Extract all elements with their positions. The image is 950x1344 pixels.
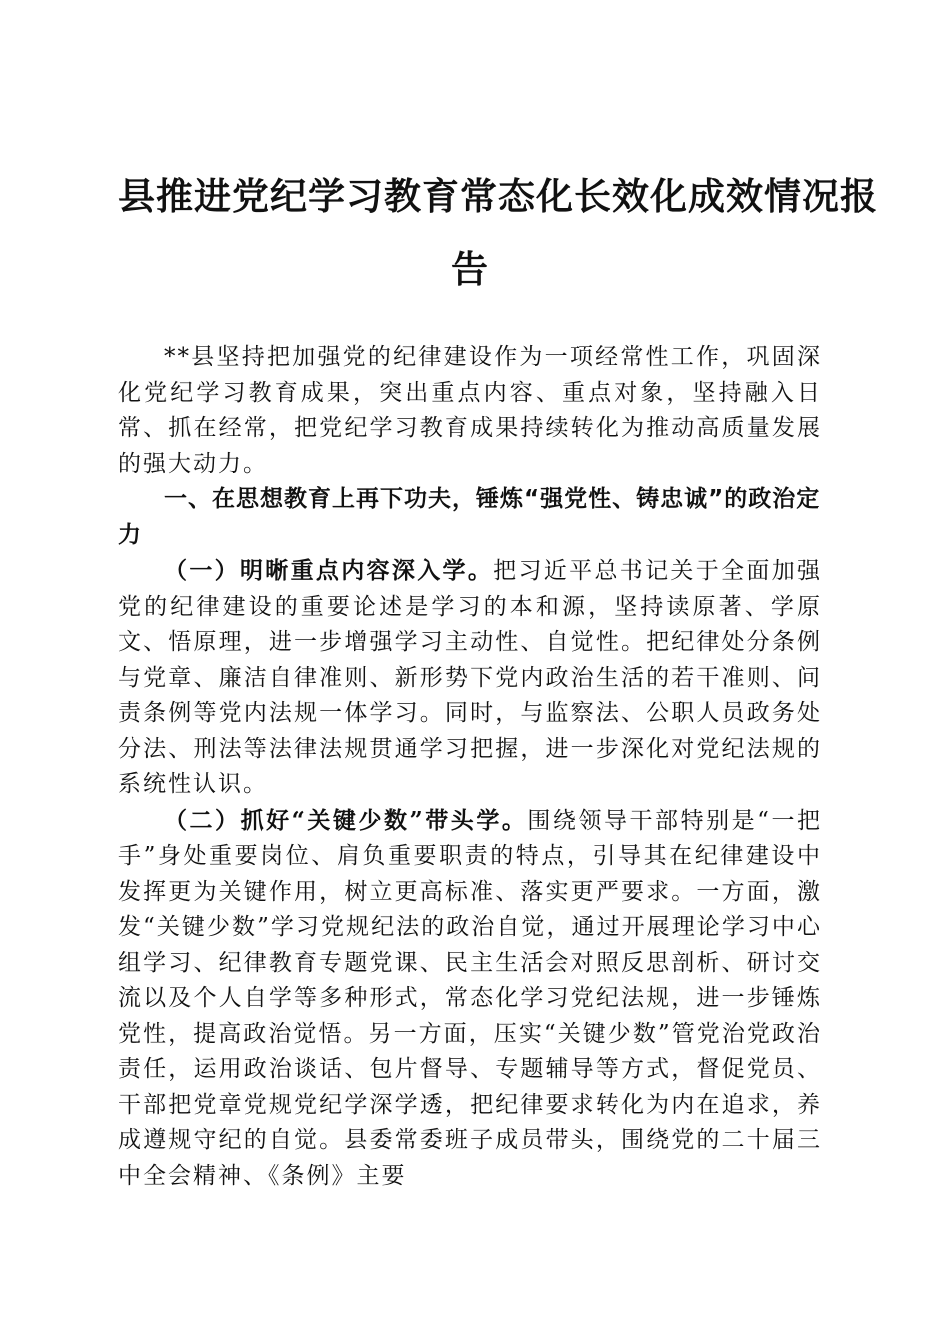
title-line-2: 告 xyxy=(451,247,489,291)
item-2-paragraph xyxy=(118,803,822,1195)
document-page xyxy=(118,160,878,1194)
intro-paragraph: **县坚持把加强党的纪律建设作为一项经常性工作，巩固深化党纪学习教育成果，突出重点内容、重点对象，坚持融入日常、抓在经常，把党纪学习教育成果持续转化为推动高质量发展的强大动力。 xyxy=(118,344,822,477)
item-1-paragraph xyxy=(118,553,822,803)
item-2-body: 围绕领导干部特别是“一把手”身处重要岗位、肩负重要职责的特点，引导其在纪律建设中发挥更为关键作用，树立更高标准、落实更严要求。一方面，激发“关键少数”学习党规纪法的政治自觉，通过开展理论学习中心组学习、纪律教育专题党课、民主生活会对照反思剖析、研讨交流以及个人自学等多种形式，常态化学习党纪法规，进一步锤炼党性，提高政治觉悟。另一方面，压实“关键少数”管党治党政治责任，运用政治谈话、包片督导、专题辅导等方式，督促党员、干部把党章党规党纪学深学透，把纪律要求转化为内在追求，养成遵规守纪的自觉。县委常委班子成员带头，围绕党的二十届三中全会精神、《条例》主要 xyxy=(118,807,822,1189)
item-1-body: 把习近平总书记关于全面加强党的纪律建设的重要论述是学习的本和源，坚持读原著、学原文、悟原理，进一步增强学习主动性、自觉性。把纪律处分条例与党章、廉洁自律准则、新形势下党内政治生活的若干准则、问责条例等党内法规一体学习。同时，与监察法、公职人员政务处分法、刑法等法律法规贯通学习把握，进一步深化对党纪法规的系统性认识。 xyxy=(118,558,823,797)
item-2-lead: （二）抓好“关键少数”带头学。 xyxy=(164,806,528,834)
title-line-1: 县推进党纪学习教育常态化长效化成效情况报 xyxy=(118,174,878,218)
document-title xyxy=(118,160,878,306)
section-1-heading: 一、在思想教育上再下功夫，锤炼“强党性、铸忠诚”的政治定力 xyxy=(118,486,821,548)
item-1-lead: （一）明晰重点内容深入学。 xyxy=(164,557,494,584)
